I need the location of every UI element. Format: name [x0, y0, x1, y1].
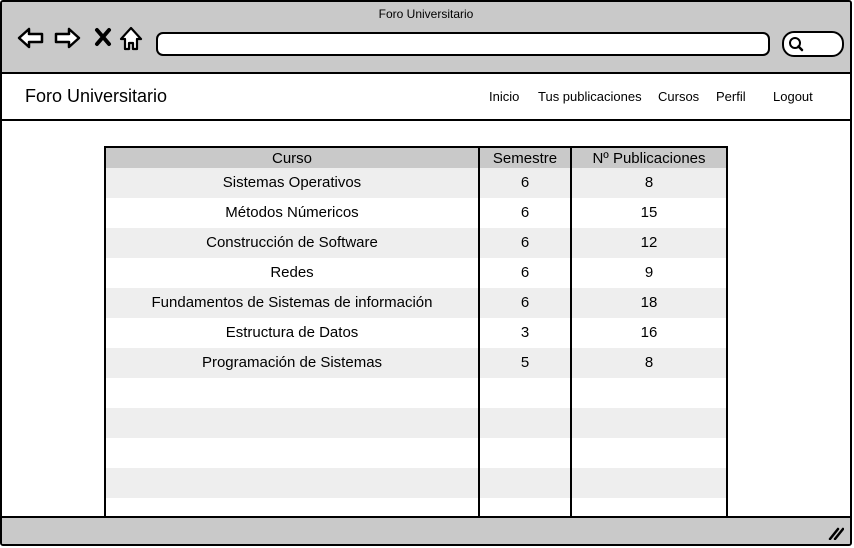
cell-publicaciones: 18: [640, 294, 658, 311]
cell-semestre: 6: [520, 264, 530, 281]
back-arrow-icon[interactable]: [16, 24, 44, 52]
cell-publicaciones: 8: [644, 354, 654, 371]
table-row[interactable]: [106, 228, 726, 258]
forward-arrow-icon[interactable]: [54, 24, 82, 52]
header-curso[interactable]: Curso: [271, 150, 312, 167]
cell-semestre: 6: [520, 234, 530, 251]
nav-link-tus-publicaciones[interactable]: Tus publicaciones: [538, 89, 642, 104]
empty-table-row[interactable]: [106, 408, 726, 438]
table-header: [106, 148, 726, 168]
window-title: Foro Universitario: [378, 7, 474, 21]
table-row[interactable]: [106, 168, 726, 198]
column-divider: [570, 148, 572, 516]
search-icon: [788, 36, 804, 52]
cell-semestre: 5: [520, 354, 530, 371]
cell-publicaciones: 15: [640, 204, 658, 221]
table-row[interactable]: [106, 258, 726, 288]
cell-curso: Redes: [270, 264, 314, 281]
cell-semestre: 3: [520, 324, 530, 341]
empty-table-row[interactable]: [106, 378, 726, 408]
empty-table-row[interactable]: [106, 438, 726, 468]
table-row[interactable]: [106, 318, 726, 348]
cell-curso: Sistemas Operativos: [222, 174, 362, 191]
header-semestre[interactable]: Semestre: [492, 150, 558, 167]
top-navbar: [2, 74, 850, 121]
status-bar: [2, 516, 850, 544]
home-icon[interactable]: [118, 24, 146, 52]
nav-link-cursos[interactable]: Cursos: [658, 89, 700, 104]
nav-link-logout[interactable]: Logout: [773, 89, 813, 104]
nav-link-inicio[interactable]: Inicio: [489, 89, 520, 104]
cell-publicaciones: 9: [644, 264, 654, 281]
column-divider: [478, 148, 480, 516]
table-row[interactable]: [106, 198, 726, 228]
brand-title[interactable]: Foro Universitario: [25, 86, 168, 106]
courses-table: [104, 146, 728, 518]
empty-table-row[interactable]: [106, 498, 726, 516]
table-row[interactable]: [106, 348, 726, 378]
cell-curso: Métodos Númericos: [225, 204, 359, 221]
cell-semestre: 6: [520, 294, 530, 311]
url-input[interactable]: [156, 32, 770, 56]
nav-link-perfil[interactable]: Perfil: [716, 89, 746, 104]
cell-semestre: 6: [520, 174, 530, 191]
cell-publicaciones: 12: [640, 234, 658, 251]
search-field[interactable]: [782, 31, 844, 57]
close-x-icon[interactable]: [92, 24, 120, 52]
cell-curso: Fundamentos de Sistemas de información: [151, 294, 433, 311]
table-row[interactable]: [106, 288, 726, 318]
browser-chrome: [2, 2, 850, 74]
cell-curso: Construcción de Software: [206, 234, 378, 251]
empty-table-row[interactable]: [106, 468, 726, 498]
cell-curso: Programación de Sistemas: [201, 354, 383, 371]
resize-grip-icon[interactable]: [828, 526, 844, 540]
cell-publicaciones: 16: [640, 324, 658, 341]
cell-publicaciones: 8: [644, 174, 654, 191]
cell-curso: Estructura de Datos: [225, 324, 359, 341]
header-publicaciones[interactable]: Nº Publicaciones: [592, 150, 706, 167]
cell-semestre: 6: [520, 204, 530, 221]
